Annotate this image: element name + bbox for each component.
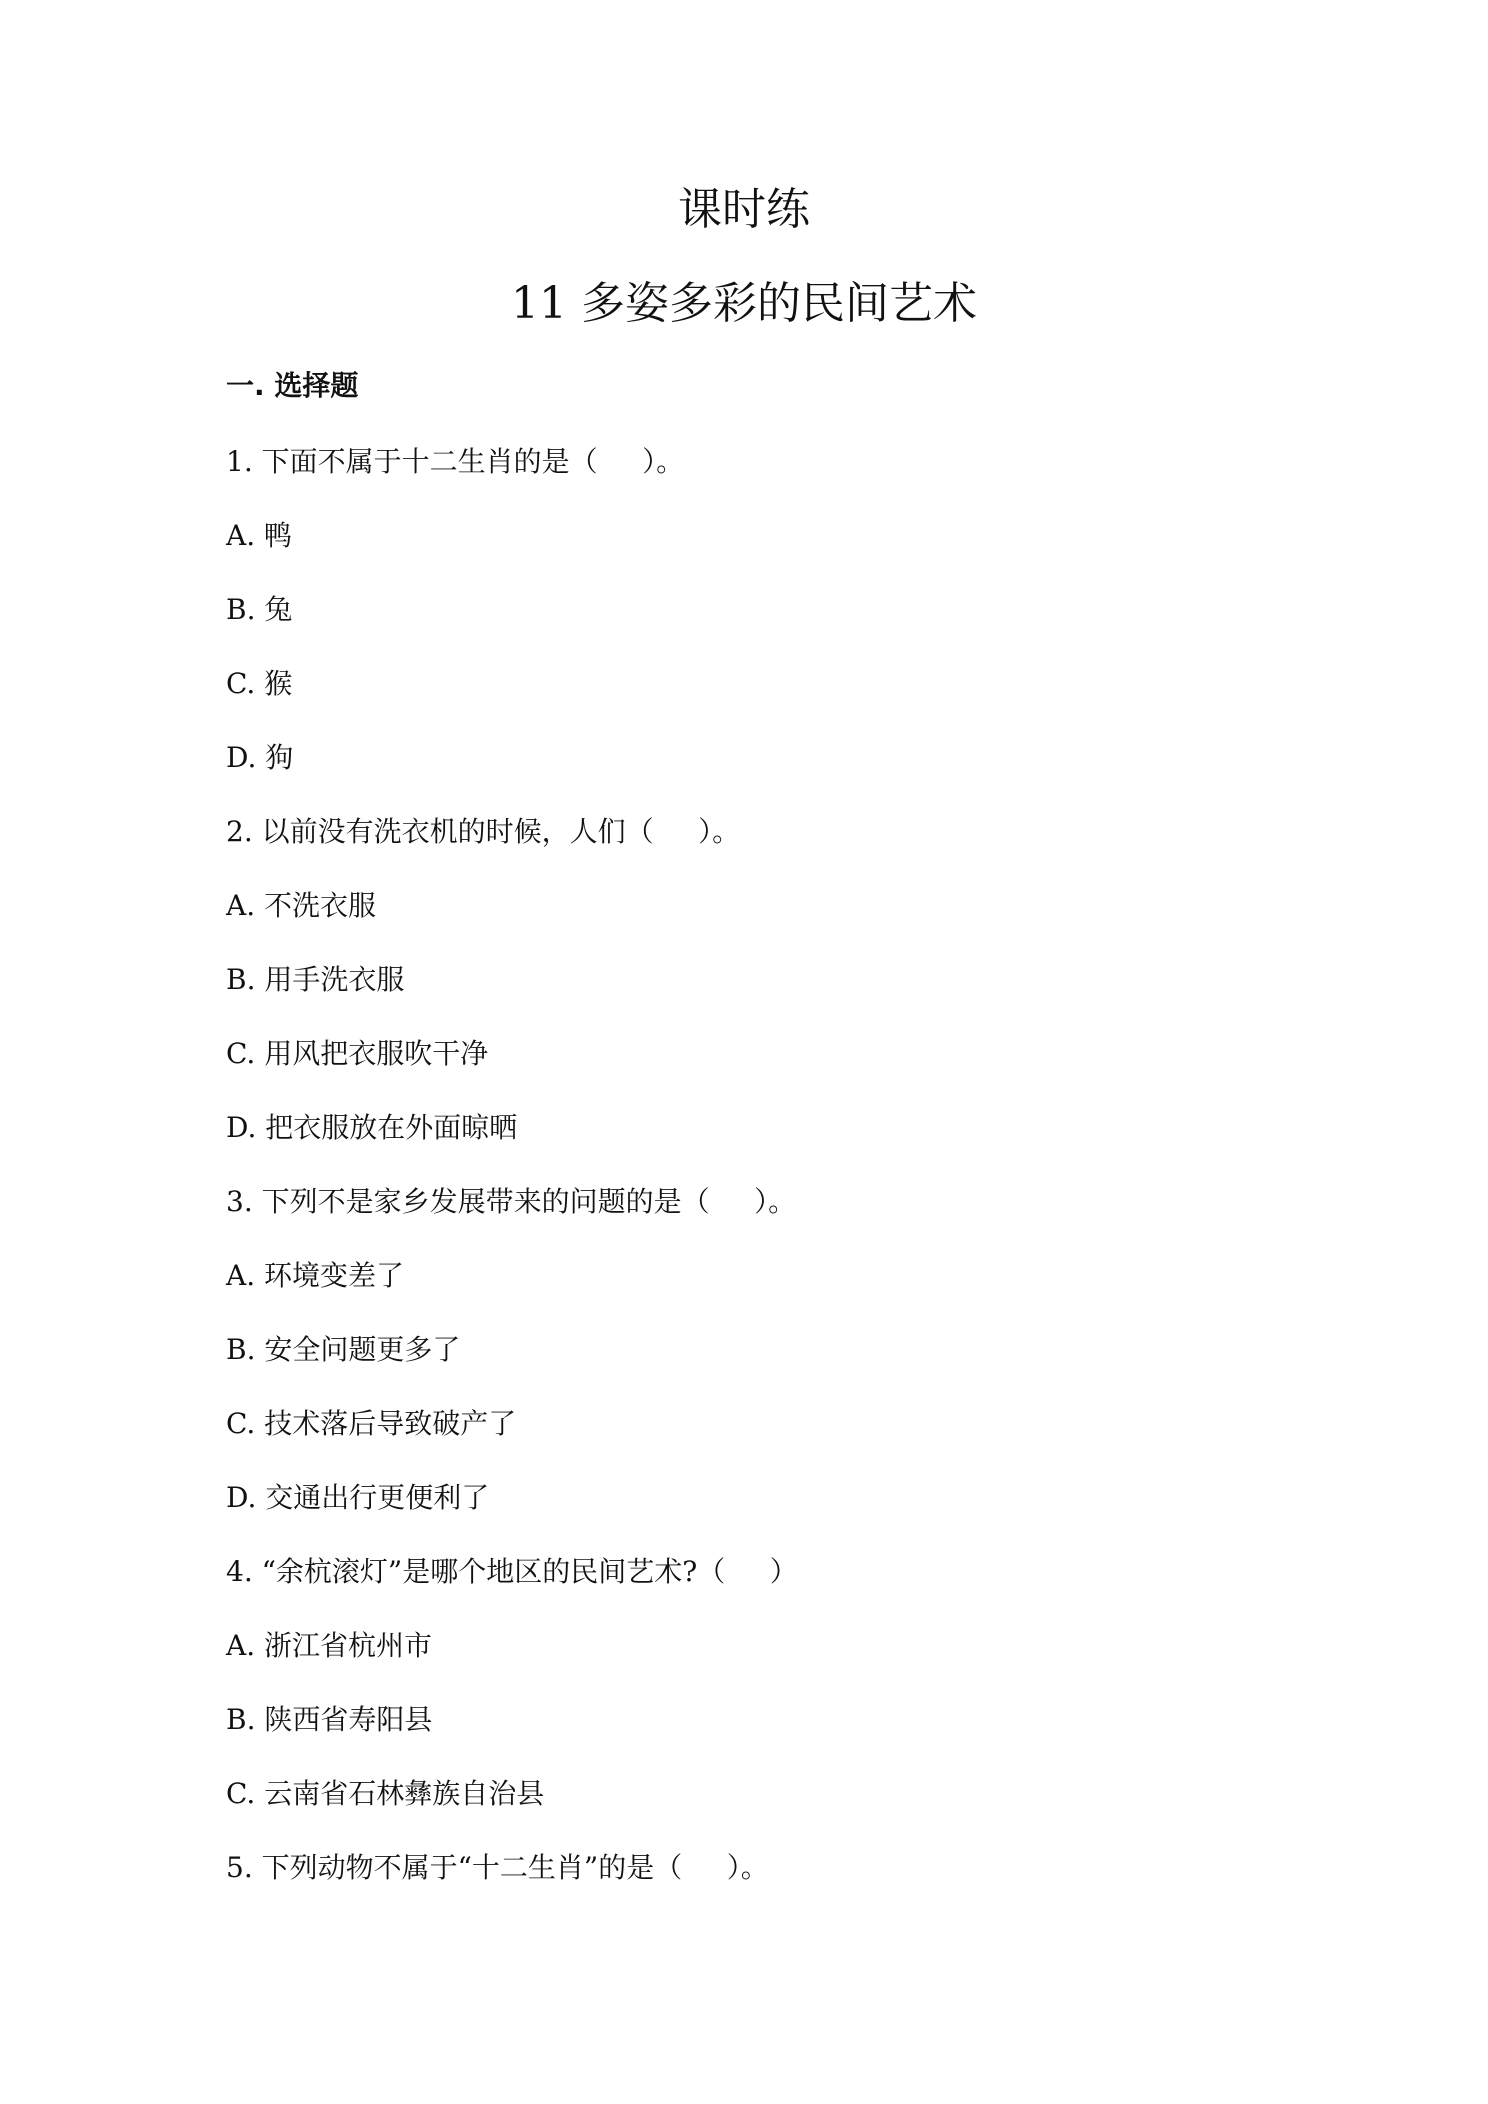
question-stem: 3. 下列不是家乡发展带来的问题的是（ ）。 xyxy=(226,1185,797,1218)
question-list xyxy=(226,442,1326,1922)
answer-option: C. 猴 xyxy=(226,667,293,700)
question-stem: 1. 下面不属于十二生肖的是（ ）。 xyxy=(226,445,685,478)
question-stem: 4. “余杭滚灯”是哪个地区的民间艺术?（ ） xyxy=(226,1555,798,1588)
answer-option: C. 用风把衣服吹干净 xyxy=(226,1037,489,1070)
answer-option: B. 兔 xyxy=(226,593,293,626)
answer-option: D. 交通出行更便利了 xyxy=(226,1481,490,1514)
answer-option: D. 狗 xyxy=(226,741,294,774)
answer-option: B. 用手洗衣服 xyxy=(226,963,405,996)
answer-option: A. 鸭 xyxy=(226,519,293,552)
answer-option: A. 环境变差了 xyxy=(226,1259,405,1292)
answer-option: D. 把衣服放在外面晾晒 xyxy=(226,1111,518,1144)
answer-option: C. 云南省石林彝族自治县 xyxy=(226,1777,545,1810)
answer-option: C. 技术落后导致破产了 xyxy=(226,1407,517,1440)
lesson-title: 11 多姿多彩的民间艺术 xyxy=(511,278,977,329)
page-title: 课时练 xyxy=(678,184,810,235)
question-stem: 5. 下列动物不属于“十二生肖”的是（ ）。 xyxy=(226,1851,769,1884)
question-stem: 2. 以前没有洗衣机的时候，人们（ ）。 xyxy=(226,815,741,848)
answer-option: A. 不洗衣服 xyxy=(226,889,377,922)
answer-option: B. 陕西省寿阳县 xyxy=(226,1703,433,1736)
section-heading: 一. 选择题 xyxy=(226,369,359,402)
answer-option: B. 安全问题更多了 xyxy=(226,1333,461,1366)
answer-option: A. 浙江省杭州市 xyxy=(226,1629,433,1662)
